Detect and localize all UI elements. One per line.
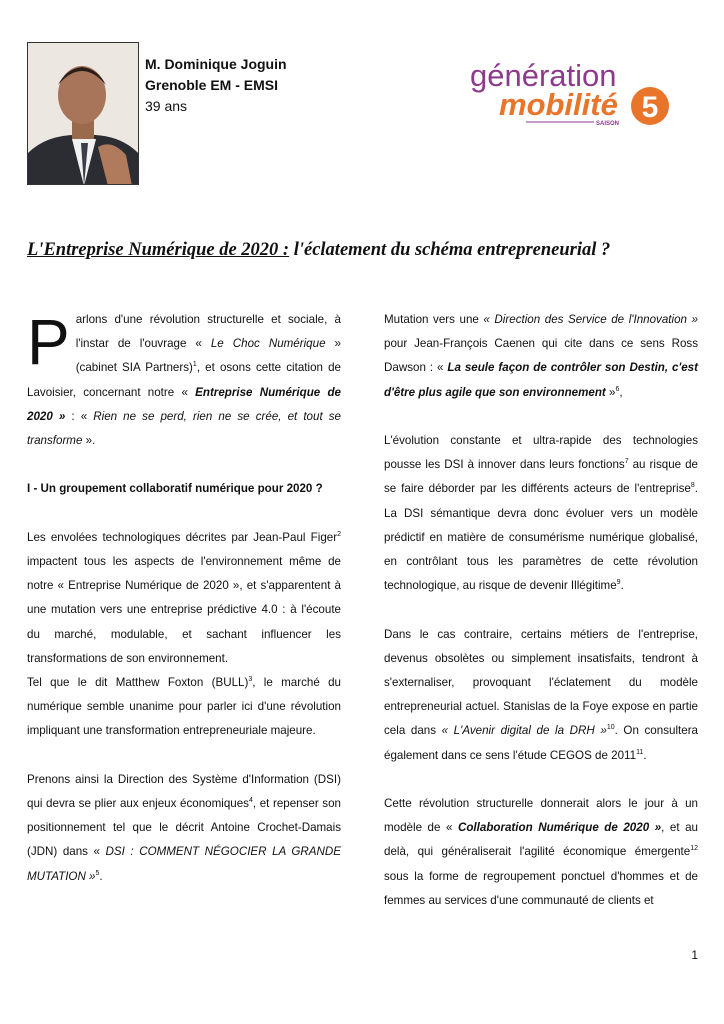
- article-title: [27, 240, 707, 261]
- portrait-image: [28, 43, 139, 185]
- right-paragraph-2: L'évolution constante et ultra-rapide des technologies pousse les DSI à innover dans leurs fonctions$^7$ au risque de se faire déborder par les différents acteurs de l'entreprise$^8$. La DSI sémantique devra donc évoluer vers un modèle prédictif en matière de consumérisme numérique globalisé, en contrôlant tous les paramètres de cette révolution technologique, au risque de devenir Illégitime$^9$.: [384, 434, 698, 593]
- right-paragraph-3: Dans le cas contraire, certains métiers de l'entreprise, devenus obsolètes ou simplement insatisfaits, tendront à s'externaliser, provoquant l'éclatement du modèle entrepreneurial actuel. Stanislas de la Foye expose en partie cela dans « L'Avenir digital de la DRH »$^{10}$. On consultera également dans ce sens l'étude CEGOS de 2011$^{11}$.: [384, 627, 698, 762]
- drop-cap: P: [27, 306, 70, 378]
- logo-line1: génération: [470, 58, 617, 93]
- left-paragraph-4: Prenons ainsi la Direction des Système d'Information (DSI) qui devra se plier aux enjeux économiques$^4$, et repenser son positionnement tel que le décrit Antoine Crochet-Damais (JDN) dans « DSI : COMMENT NÉGOCIER LA GRANDE MUTATION »$^5$.: [27, 772, 341, 883]
- right-paragraph-1: Mutation vers une « Direction des Service de l'Innovation » pour Jean-François Caenen qui cite dans ce sens Ross Dawson : « La seule façon de contrôler son Destin, c'est d'être plus agile que son environnement »$^6$,: [384, 313, 698, 399]
- logo-subtitle: SAISON: [596, 121, 620, 127]
- right-column: [384, 308, 698, 913]
- author-age: 39 ans: [145, 98, 188, 114]
- title-rest: l'éclatement du schéma entrepreneurial ?: [289, 240, 611, 260]
- author-photo: [27, 42, 139, 185]
- generation-mobilite-logo: [466, 58, 686, 132]
- left-paragraph-1: Parlons d'une révolution structurelle et sociale, à l'instar de l'ouvrage « Le Choc Numérique » (cabinet SIA Partners)$^1$, et osons cette citation de Lavoisier, concernant notre « Entreprise Numérique de 2020 » : « Rien ne se perd, rien ne se crée, et tout se transforme ».: [27, 306, 342, 448]
- page-number: 1: [691, 948, 698, 962]
- left-column: [27, 308, 341, 889]
- left-paragraph-3: Tel que le dit Matthew Foxton (BULL)$^3$, le marché du numérique semble unanime pour parler ici d'une révolution impliquant une transformation entrepreneuriale majeure.: [27, 676, 341, 738]
- right-paragraph-4: Cette révolution structurelle donnerait alors le jour à un modèle de « Collaboration Numérique de 2020 », et au delà, qui généraliserait l'agilité économique émergente$^{12}$ sous la forme de regroupement ponctuel d'hommes et de femmes au services d'une communauté de clients et: [384, 797, 698, 907]
- section-heading: I - Un groupement collaboratif numérique pour 2020 ?: [27, 482, 323, 496]
- logo-number: 5: [641, 91, 659, 124]
- title-underlined: L'Entreprise Numérique de 2020 :: [27, 240, 290, 260]
- author-school: Grenoble EM - EMSI: [145, 77, 279, 93]
- left-paragraph-2: Les envolées technologiques décrites par Jean-Paul Figer$^2$ impactent tous les aspects de l'environnement même de notre « Entreprise Numérique de 2020 », et s'apparentent à une mutation vers une entreprise prédictive 4.0 : à l'écoute du marché, modulable, et sachant influencer les transformations de son environnement.: [27, 530, 341, 665]
- author-name: M. Dominique Joguin: [145, 56, 287, 72]
- logo-line2: mobilité: [499, 87, 618, 122]
- author-block: [145, 54, 287, 117]
